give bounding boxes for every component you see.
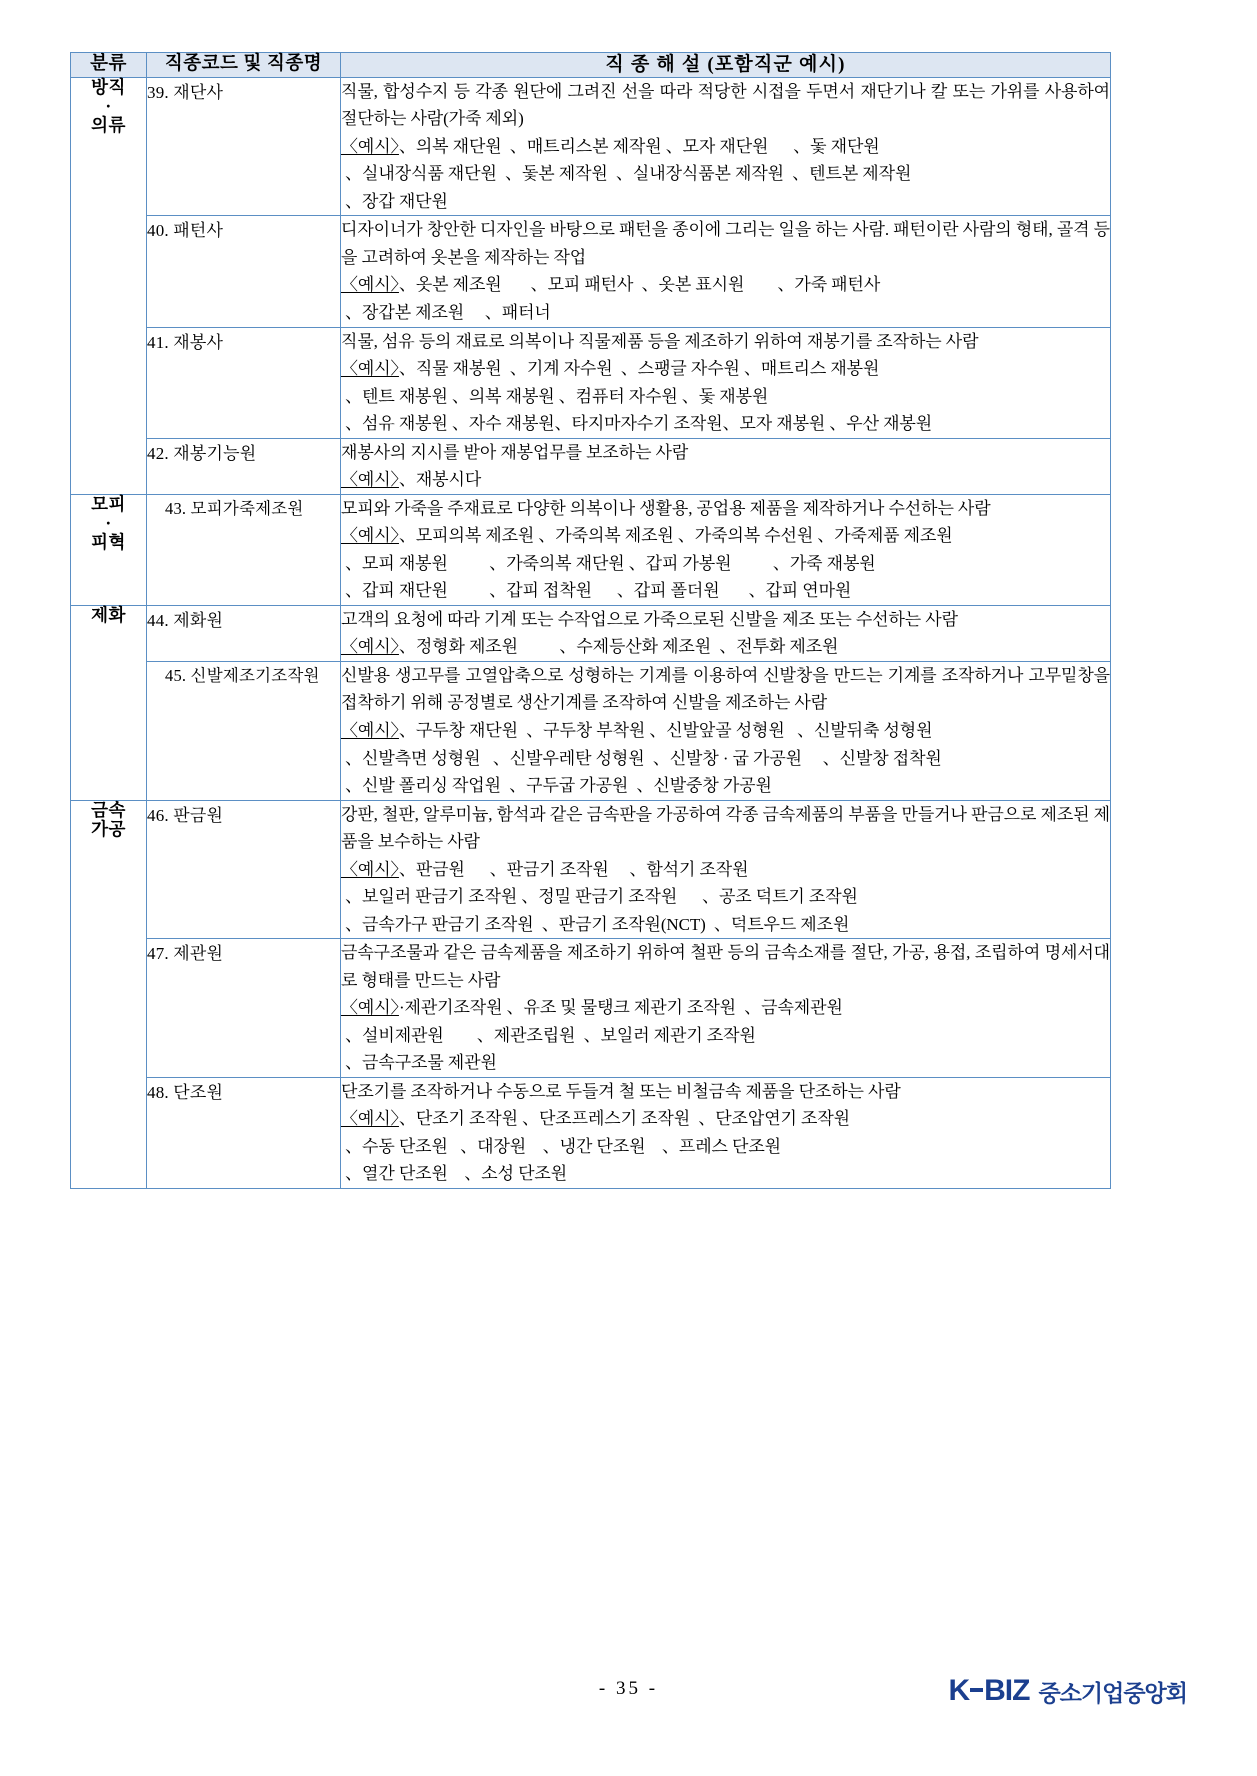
- example-line: 、실내장식품 재단원 、돛본 제작원 、실내장식품본 제작원 、텐트본 제작원: [341, 164, 912, 184]
- occupation-code-cell: 40. 패턴사: [147, 216, 341, 327]
- example-line: 、금속가구 판금기 조작원 、판금기 조작원(NCT) 、덕트우드 제조원: [341, 914, 850, 934]
- description-paragraph: 직물, 섬유 등의 재료로 의복이나 직물제품 등을 제조하기 위하여 재봉기를 조작하는 사람: [341, 331, 979, 351]
- occupation-code-cell: 39. 재단사: [147, 77, 341, 216]
- example-line: 、설비제관원 、제관조립원 、보일러 제관기 조작원: [341, 1025, 756, 1045]
- description-paragraph: 강판, 철판, 알루미늄, 함석과 같은 금속판을 가공하여 각종 금속제품의 부품을 만들거나 판금으로 제조된 제품을 보수하는 사람: [341, 804, 1110, 852]
- occupation-code-cell: 44. 제화원: [147, 605, 341, 661]
- occupation-description-cell: [341, 605, 1111, 661]
- kbiz-korean-name: 중소기업중앙회: [1038, 1679, 1187, 1706]
- table-row: [71, 438, 1111, 494]
- table-row: [71, 77, 1111, 216]
- group-label-line: 의류: [91, 115, 126, 136]
- page-footer: [0, 1674, 1257, 1720]
- description-paragraph: 직물, 합성수지 등 각종 원단에 그려진 선을 따라 적당한 시접을 두면서 재단기나 칼 또는 가위를 사용하여 절단하는 사람(가죽 제외): [341, 81, 1110, 129]
- example-tag: 〈예시〉: [341, 1109, 399, 1129]
- occupation-code-cell: 41. 재봉사: [147, 327, 341, 438]
- occupation-description-cell: [341, 939, 1111, 1078]
- occupation-classification-table: [70, 52, 1111, 1189]
- group-label-line: 가공: [91, 818, 126, 839]
- group-label-line: 금속: [91, 799, 126, 820]
- occupation-code-cell: 48. 단조원: [147, 1077, 341, 1188]
- table-header: [71, 53, 1111, 78]
- table-row: [71, 327, 1111, 438]
- table-row: [71, 605, 1111, 661]
- example-tag: 〈예시〉: [341, 136, 399, 156]
- group-label-cell: [71, 800, 147, 1188]
- example-line: 〈예시〉、재봉시다: [341, 470, 482, 490]
- occupation-description-cell: [341, 438, 1111, 494]
- table-row: [71, 800, 1111, 939]
- example-tag: 〈예시〉: [341, 859, 399, 879]
- example-line: 、장갑 재단원: [341, 191, 448, 211]
- example-tag: 〈예시〉: [341, 470, 399, 490]
- group-label-line: 제화: [91, 604, 126, 625]
- example-line: 〈예시〉、단조기 조작원 、단조프레스기 조작원 、단조압연기 조작원: [341, 1109, 850, 1129]
- occupation-description-cell: [341, 661, 1111, 800]
- description-paragraph: 재봉사의 지시를 받아 재봉업무를 보조하는 사람: [341, 442, 689, 462]
- example-line: 、보일러 판금기 조작원 、정밀 판금기 조작원 、공조 덕트기 조작원: [341, 887, 858, 907]
- occupation-description-cell: [341, 1077, 1111, 1188]
- page-number: - 35 -: [598, 1678, 659, 1699]
- example-tag: 〈예시〉: [341, 526, 399, 546]
- group-label-cell: [71, 605, 147, 800]
- occupation-description-cell: [341, 494, 1111, 605]
- group-label-line: 피혁: [91, 532, 126, 553]
- header-row: [71, 53, 1111, 78]
- example-line: 〈예시〉、모피의복 제조원 、가죽의복 제조원 、가죽의복 수선원 、가죽제품 제조원: [341, 526, 953, 546]
- example-line: 、신발 폴리싱 작업원 、구두굽 가공원 、신발중창 가공원: [341, 776, 772, 796]
- example-line: 〈예시〉、판금원 、판금기 조작원 、함석기 조작원: [341, 859, 749, 879]
- example-line: 、갑피 재단원 、갑피 접착원 、갑피 폴더원 、갑피 연마원: [341, 581, 852, 601]
- example-line: 、모피 재봉원 、가죽의복 재단원 、갑피 가봉원 、가죽 재봉원: [341, 553, 876, 573]
- occupation-code-cell: 45. 신발제조기조작원: [147, 661, 341, 800]
- table-row: [71, 1077, 1111, 1188]
- table-row: [71, 216, 1111, 327]
- header-cell-code: 직종코드 및 직종명: [147, 53, 341, 78]
- example-line: 〈예시〉、구두창 재단원 、구두창 부착원 、신발앞골 성형원 、신발뒤축 성형원: [341, 720, 933, 740]
- example-tag: 〈예시〉: [341, 720, 399, 740]
- example-line: 〈예시〉·제관기조작원 、유조 및 물탱크 제관기 조작원 、금속제관원: [341, 998, 843, 1018]
- occupation-code-cell: 43. 모피가죽제조원: [147, 494, 341, 605]
- occupation-description-cell: [341, 327, 1111, 438]
- group-label-line: ·: [105, 512, 112, 533]
- kbiz-wordmark: K BIZ: [948, 1674, 1030, 1707]
- occupation-code-cell: 42. 재봉기능원: [147, 438, 341, 494]
- header-cell-description: 직 종 해 설 (포함직군 예시): [341, 53, 1111, 78]
- group-label-cell: [71, 494, 147, 605]
- example-line: 〈예시〉、정형화 제조원 、수제등산화 제조원 、전투화 제조원: [341, 637, 839, 657]
- example-line: 、섬유 재봉원 、자수 재봉원、타지마자수기 조작원、모자 재봉원 、우산 재봉원: [341, 414, 933, 434]
- occupation-code-cell: 47. 제관원: [147, 939, 341, 1078]
- description-paragraph: 신발용 생고무를 고열압축으로 성형하는 기계를 이용하여 신발창을 만드는 기계를 조작하거나 고무밑창을 접착하기 위해 공정별로 생산기계를 조작하여 신발을 제조하는 사람: [341, 665, 1110, 713]
- example-tag: 〈예시〉: [341, 275, 399, 295]
- example-line: 、신발측면 성형원 、신발우레탄 성형원 、신발창 · 굽 가공원 、신발창 접착원: [341, 748, 942, 768]
- table-body: [71, 77, 1111, 1188]
- group-label-cell: [71, 77, 147, 494]
- example-line: 〈예시〉、의복 재단원 、매트리스본 제작원 、모자 재단원 、돛 재단원: [341, 136, 880, 156]
- description-paragraph: 고객의 요청에 따라 기계 또는 수작업으로 가죽으로된 신발을 제조 또는 수선하는 사람: [341, 609, 958, 629]
- example-line: 〈예시〉、직물 재봉원 、기계 자수원 、스팽글 자수원 、매트리스 재봉원: [341, 359, 880, 379]
- example-line: 、열간 단조원 、소성 단조원: [341, 1164, 568, 1184]
- occupation-description-cell: [341, 216, 1111, 327]
- kbiz-dash-icon: [970, 1688, 983, 1692]
- group-label-line: 모피: [91, 493, 126, 514]
- example-line: 、장갑본 제조원 、패터너: [341, 303, 551, 322]
- description-paragraph: 모피와 가죽을 주재료로 다양한 의복이나 생활용, 공업용 제품을 제작하거나 수선하는 사람: [341, 498, 991, 518]
- description-paragraph: 단조기를 조작하거나 수동으로 두들겨 철 또는 비철금속 제품을 단조하는 사람: [341, 1081, 901, 1101]
- description-paragraph: 금속구조물과 같은 금속제품을 제조하기 위하여 철판 등의 금속소재를 절단, 가공, 용접, 조립하여 명세서대로 형태를 만드는 사람: [341, 943, 1110, 990]
- header-cell-group: 분류: [71, 53, 147, 78]
- example-line: 、수동 단조원 、대장원 、냉간 단조원 、프레스 단조원: [341, 1136, 781, 1156]
- table-row: [71, 661, 1111, 800]
- example-line: 、텐트 재봉원 、의복 재봉원 、컴퓨터 자수원 、돛 재봉원: [341, 386, 769, 406]
- example-tag: 〈예시〉: [341, 637, 399, 657]
- example-line: 〈예시〉、옷본 제조원 、모피 패턴사 、옷본 표시원 、가죽 패턴사: [341, 275, 881, 295]
- occupation-description-cell: [341, 800, 1111, 939]
- table-row: [71, 494, 1111, 605]
- occupation-description-cell: [341, 77, 1111, 216]
- group-label-line: ·: [105, 96, 112, 116]
- group-label-line: 방직: [91, 76, 126, 97]
- kbiz-logo: [948, 1674, 1187, 1708]
- example-tag: 〈예시〉: [341, 359, 399, 379]
- example-line: 、금속구조물 제관원: [341, 1053, 497, 1073]
- occupation-code-cell: 46. 판금원: [147, 800, 341, 939]
- description-paragraph: 디자이너가 창안한 디자인을 바탕으로 패턴을 종이에 그리는 일을 하는 사람. 패턴이란 사람의 형태, 골격 등을 고려하여 옷본을 제작하는 작업: [341, 220, 1110, 267]
- table-row: [71, 939, 1111, 1078]
- example-tag: 〈예시〉: [341, 998, 399, 1018]
